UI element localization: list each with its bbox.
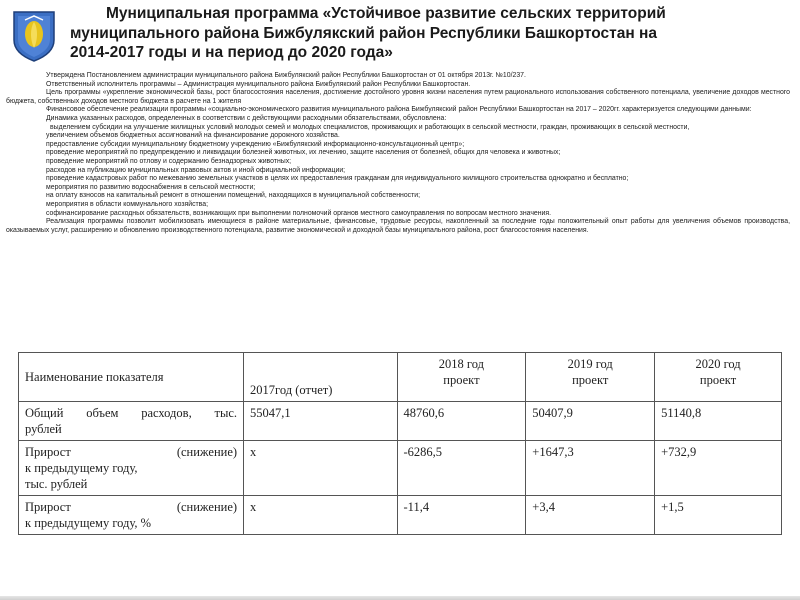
cell-value: 55047,1 bbox=[244, 402, 397, 441]
title-line-3: 2014-2017 годы и на период до 2020 года» bbox=[70, 44, 393, 61]
program-description bbox=[6, 72, 790, 235]
header-2019 bbox=[526, 353, 655, 402]
row-label-line: к предыдущему году, bbox=[25, 461, 138, 475]
table-row bbox=[19, 402, 782, 441]
row-label-line: тыс. рублей bbox=[25, 477, 88, 491]
table-row bbox=[19, 441, 782, 496]
row-label-line bbox=[25, 444, 237, 460]
cell-value: -6286,5 bbox=[397, 441, 526, 496]
header-2018 bbox=[397, 353, 526, 402]
paragraph: Утверждена Постановлением администрации муниципального района Бижбулякский район Республики Башкортостан от 01 октября 2013г. №10/237. bbox=[46, 72, 526, 79]
paragraph: проведение мероприятий по отлову и содержанию безнадзорных животных; bbox=[46, 157, 292, 165]
title-line-1: Муниципальная программа «Устойчивое развитие сельских территорий bbox=[106, 5, 666, 22]
header-2020 bbox=[655, 353, 782, 402]
paragraph: расходов на публикацию муниципальных правовых актов и иной официальной информации; bbox=[46, 166, 346, 174]
paragraph: предоставление субсидии муниципальному бюджетному учреждению «Бижбулякский информационно-консультационный центр»; bbox=[46, 140, 465, 148]
row-label-word: (снижение) bbox=[176, 445, 238, 459]
program-title bbox=[70, 4, 782, 63]
header-2019-year: 2019 год bbox=[567, 357, 613, 371]
row-label-line: Общий объем расходов, тыс. bbox=[25, 406, 238, 420]
row-label-word: (снижение) bbox=[176, 500, 238, 514]
header-2020-year: 2020 год bbox=[695, 357, 741, 371]
cell-value: +732,9 bbox=[655, 441, 782, 496]
header-2020-type: проект bbox=[699, 373, 737, 387]
cell-value: 48760,6 bbox=[397, 402, 526, 441]
paragraph: на оплату взносов на капитальный ремонт в отношении помещений, находящихся в муниципальной собственности; bbox=[46, 192, 421, 200]
paragraph: Цель программы «укрепление экономической базы, рост благосостояния населения, достижение достойного уровня жизни населения путем рационального использования собственного потенциала, увеличение доходов местного бюджета, собственных доходов местного бюджета в расчете на 1 жителя bbox=[6, 89, 790, 105]
paragraph: проведение мероприятий по предупреждению и ликвидации болезней животных, их лечению, защите населения от болезней, общих для человека и животных; bbox=[46, 149, 561, 157]
cell-value: x bbox=[244, 496, 397, 535]
paragraph: Реализация программы позволит мобилизовать имеющиеся в районе материальные, финансовые, трудовые ресурсы, накопленный за последние годы положительный опыт работы для увеличения объемов производства, оказываемых услуг, расширению и обновлению производственного потенциала, развитие экономической и доходной базы муниципального района, рост благосостояния населения. bbox=[6, 218, 790, 234]
paragraph: Динамика указанных расходов, определенных в соответствии с действующими расходными обязательствами, обусловлена: bbox=[46, 114, 447, 122]
row-label-word: Прирост bbox=[25, 445, 71, 459]
row-label bbox=[19, 402, 244, 441]
cell-value: -11,4 bbox=[397, 496, 526, 535]
expenses-table bbox=[18, 352, 782, 535]
table-header-row bbox=[19, 353, 782, 402]
slide-bottom-edge bbox=[0, 596, 800, 600]
row-label bbox=[19, 441, 244, 496]
paragraph: Финансовое обеспечение реализации программы «социально-экономического развития муниципального района Бижбулякский район Республики Башкортостан на 2017 – 2020гг. характеризуется следующими данными: bbox=[46, 106, 752, 114]
row-label-word: Прирост bbox=[25, 500, 71, 514]
cell-value: +3,4 bbox=[526, 496, 655, 535]
row-label-line: к предыдущему году, % bbox=[25, 516, 152, 530]
paragraph: проведение кадастровых работ по межеванию земельных участков в целях их предоставления гражданам для индивидуального жилищного строительства однократно и бесплатно; bbox=[46, 175, 629, 183]
header-2019-type: проект bbox=[572, 373, 609, 387]
row-label bbox=[19, 496, 244, 535]
paragraph: мероприятия по развитию водоснабжения в сельской местности; bbox=[46, 183, 256, 191]
paragraph: софинансирование расходных обязательств, возникающих при выполнении полномочий органов местного самоуправления по вопросам местного значения. bbox=[46, 209, 552, 217]
header-2018-year: 2018 год bbox=[438, 357, 484, 371]
row-label-line: рублей bbox=[25, 422, 62, 436]
table-row bbox=[19, 496, 782, 535]
cell-value: +1,5 bbox=[655, 496, 782, 535]
paragraph: мероприятия в области коммунального хозяйства; bbox=[46, 200, 208, 208]
title-line-2: муниципального района Бижбулякский район Республики Башкортостан на bbox=[70, 24, 658, 42]
cell-value: +1647,3 bbox=[526, 441, 655, 496]
header-2018-type: проект bbox=[443, 373, 480, 387]
paragraph: увеличением объемов бюджетных ассигнований на финансирование дорожного хозяйства. bbox=[46, 132, 340, 140]
paragraph: выделением субсидии на улучшение жилищных условий молодых семей и молодых специалистов, проживающих и работающих в сельской местности, граждан, проживающих в сельской местности, bbox=[50, 123, 690, 131]
cell-value: 50407,9 bbox=[526, 402, 655, 441]
cell-value: x bbox=[244, 441, 397, 496]
header-indicator-name: Наименование показателя bbox=[19, 353, 244, 402]
header-2017: 2017год (отчет) bbox=[244, 353, 397, 402]
district-emblem-icon bbox=[12, 10, 56, 62]
cell-value: 51140,8 bbox=[655, 402, 782, 441]
row-label-line bbox=[25, 499, 237, 515]
paragraph: Ответственный исполнитель программы – Администрация муниципального района Бижбулякский район Республики Башкортостан. bbox=[46, 80, 471, 88]
